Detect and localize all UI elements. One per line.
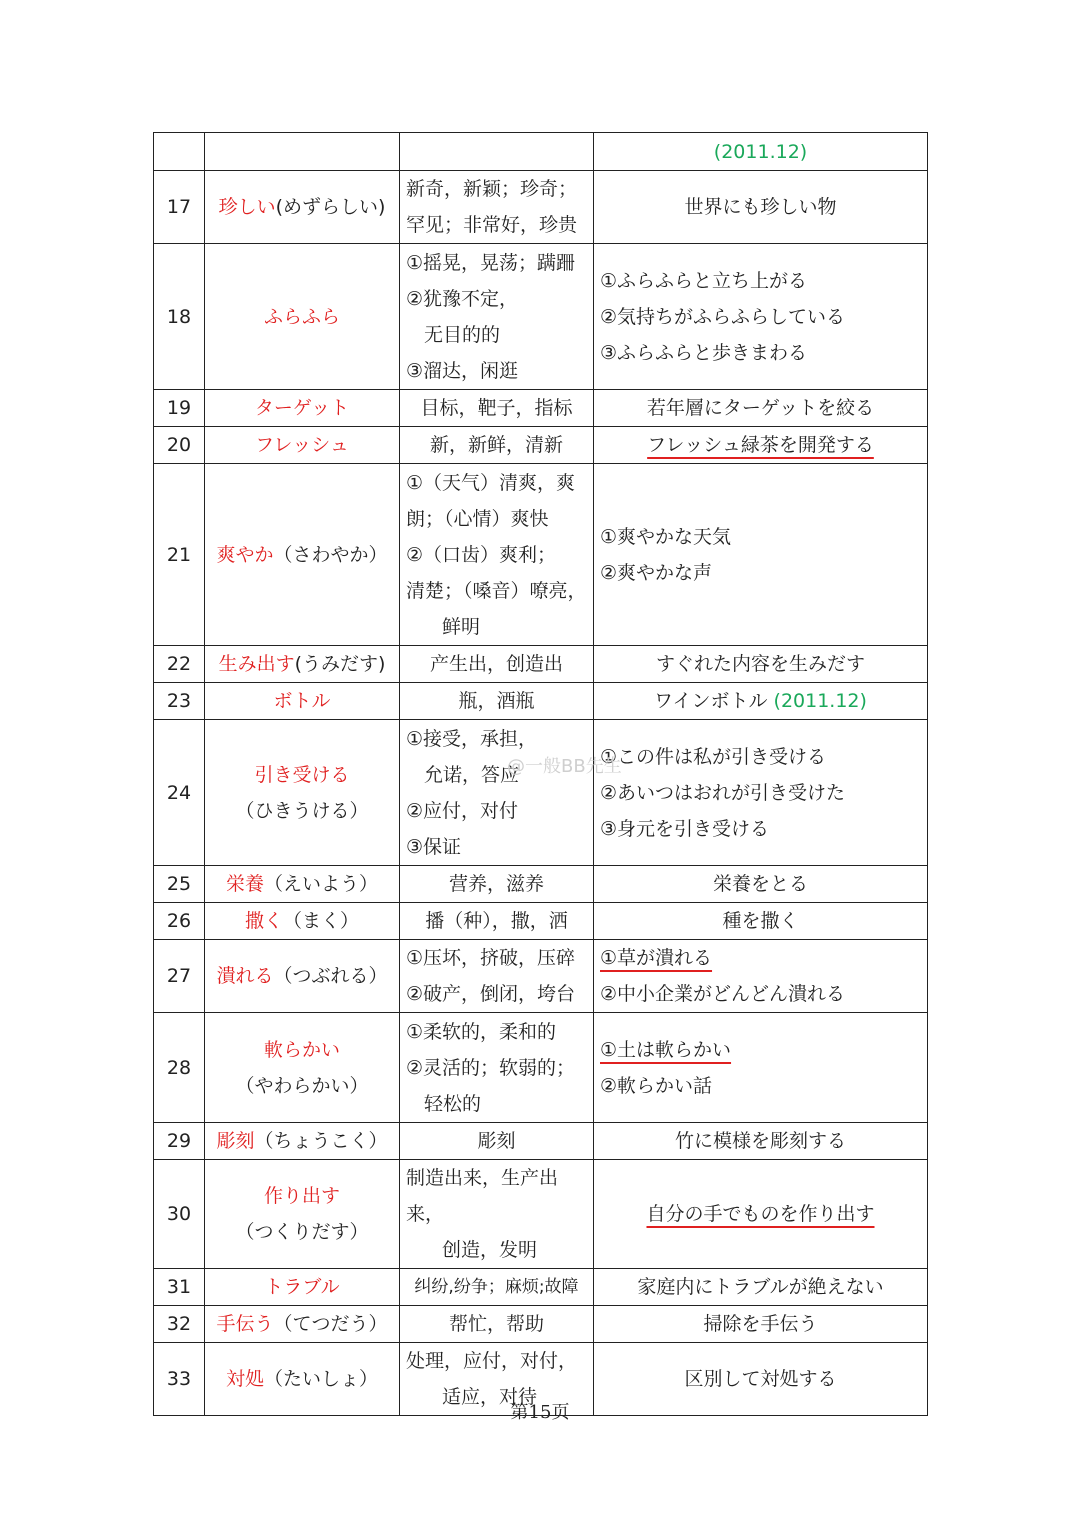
row-number: 24 (154, 720, 205, 866)
example-cell: 世界にも珍しい物 (594, 171, 928, 244)
headword-cell (205, 646, 400, 683)
table-row (154, 1160, 928, 1269)
underlined-example: フレッシュ緑茶を開発する (647, 434, 874, 456)
page-number: 第15页 (510, 1402, 570, 1423)
table-row (154, 1269, 928, 1306)
example-cell: 掃除を手伝う (594, 1306, 928, 1343)
table-row (154, 1013, 928, 1123)
headword-cell (205, 1123, 400, 1160)
headword: ターゲット (254, 397, 350, 419)
row-number: 19 (154, 390, 205, 427)
headword: トラブル (264, 1276, 340, 1298)
row-number: 20 (154, 427, 205, 464)
headword-cell (205, 390, 400, 427)
example-cell: ①草が潰れる ②中小企業がどんどん潰れる (594, 940, 928, 1013)
reading: （たいしょ） (264, 1368, 379, 1390)
headword: 珍しい (218, 196, 276, 218)
meaning-cell: 制造出来，生产出来， 创造，发明 (400, 1160, 594, 1269)
headword: 彫刻 (216, 1130, 255, 1152)
meaning-cell: ①（天气）清爽，爽 朗；（心情）爽快 ②（口齿）爽利； 清楚；（嗓音）嘹亮， 鲜明 (400, 464, 594, 646)
headword-cell (205, 1160, 400, 1269)
headword: 引き受ける (254, 763, 350, 786)
meaning-cell: 产生出，创造出 (400, 646, 594, 683)
reading: （つぶれる） (273, 965, 388, 987)
meaning-cell: 纠纷,纷争；麻烦;故障 (400, 1269, 594, 1306)
meaning-cell: 新奇，新颖；珍奇； 罕见；非常好，珍贵 (400, 171, 594, 244)
table-row (154, 866, 928, 903)
headword-cell (205, 866, 400, 903)
headword-cell (205, 171, 400, 244)
headword-cell (205, 683, 400, 720)
watermark: @一般BB先生 (507, 756, 622, 777)
row-number: 17 (154, 171, 205, 244)
table-row (154, 171, 928, 244)
reading: (めずらしい) (275, 196, 386, 218)
example-date-note: (2011.12) (713, 140, 808, 163)
example-cell: ①爽やかな天気 ②爽やかな声 (594, 464, 928, 646)
reading: （やわらかい） (235, 1074, 369, 1097)
headword-cell (205, 940, 400, 1013)
headword-cell (205, 1013, 400, 1123)
row-number: 18 (154, 244, 205, 390)
headword-cell (205, 720, 400, 866)
table-row (154, 390, 928, 427)
example-cell (594, 427, 928, 464)
example-cell: ワインボトル (2011.12) (594, 683, 928, 720)
headword: 撒く (244, 910, 283, 932)
example-cell (594, 1160, 928, 1269)
table-row (154, 1306, 928, 1343)
row-number: 33 (154, 1343, 205, 1416)
row-number: 31 (154, 1269, 205, 1306)
headword-cell (205, 427, 400, 464)
headword: 手伝う (216, 1313, 274, 1335)
reading: （ひきうける） (235, 799, 369, 822)
example-cell: 竹に模様を彫刻する (594, 1123, 928, 1160)
row-number: 22 (154, 646, 205, 683)
headword-cell (205, 244, 400, 390)
headword: 作り出す (263, 1185, 340, 1207)
headword-cell (205, 1306, 400, 1343)
example-date-note: (2011.12) (773, 690, 867, 712)
reading: (うみだす) (294, 653, 386, 675)
headword: 軟らかい (263, 1038, 340, 1061)
table-row (154, 427, 928, 464)
underlined-example: ①草が潰れる (600, 947, 713, 969)
meaning-cell: ①柔软的，柔和的 ②灵活的；软弱的； 轻松的 (400, 1013, 594, 1123)
table-row (154, 244, 928, 390)
meaning-cell: ①接受，承担， 允诺，答应 ②应付，对付 ③保证 (400, 720, 594, 866)
reading: （つくりだす） (235, 1221, 369, 1243)
example-cell: 若年層にターゲットを絞る (594, 390, 928, 427)
meaning-cell: 营养，滋养 (400, 866, 594, 903)
headword: フレッシュ (255, 434, 349, 456)
row-number: 25 (154, 866, 205, 903)
headword: ボトル (273, 690, 331, 712)
meaning-cell: 彫刻 (400, 1123, 594, 1160)
headword: 爽やか (216, 543, 274, 566)
reading: （ちょうこく） (254, 1130, 388, 1152)
underlined-example: ①土は軟らかい (600, 1038, 732, 1061)
table-row (154, 464, 928, 646)
table-row (154, 940, 928, 1013)
reading: （さわやか） (273, 543, 388, 566)
example-cell: 種を撒く (594, 903, 928, 940)
table-row (154, 683, 928, 720)
headword: 対処 (225, 1368, 264, 1390)
headword-cell (205, 1269, 400, 1306)
example-cell: 栄養をとる (594, 866, 928, 903)
headword-cell (205, 464, 400, 646)
row-number: 32 (154, 1306, 205, 1343)
example-cell: 区別して対処する (594, 1343, 928, 1416)
row-number: 29 (154, 1123, 205, 1160)
reading: （てつだう） (273, 1313, 388, 1335)
underlined-example: 自分の手でものを作り出す (646, 1203, 875, 1225)
meaning-cell: 新，新鲜，清新 (400, 427, 594, 464)
meaning-cell: 帮忙，帮助 (400, 1306, 594, 1343)
row-number: 26 (154, 903, 205, 940)
meaning-cell: 播（种），撒，洒 (400, 903, 594, 940)
row-number: 23 (154, 683, 205, 720)
reading: （えいよう） (264, 873, 379, 895)
row-number: 28 (154, 1013, 205, 1123)
table-row (154, 720, 928, 866)
row-number: 21 (154, 464, 205, 646)
meaning-cell: 处理，应付，对付， 适应，对待 (400, 1343, 594, 1416)
headword: 生み出す (218, 653, 295, 675)
meaning-cell: ①压坏，挤破，压碎 ②破产，倒闭，垮台 (400, 940, 594, 1013)
example-cell: ①この件は私が引き受ける ②あいつはおれが引き受けた ③身元を引き受ける (594, 720, 928, 866)
headword: 栄養 (225, 873, 264, 895)
reading: （まく） (283, 910, 360, 932)
table-row (154, 646, 928, 683)
row-number: 27 (154, 940, 205, 1013)
example-cell: ①ふらふらと立ち上がる ②気持ちがふらふらしている ③ふらふらと歩きまわる (594, 244, 928, 390)
table-row (154, 1123, 928, 1160)
example-cell: すぐれた内容を生みだす (594, 646, 928, 683)
headword: 潰れる (216, 965, 274, 987)
example-cell: ①土は軟らかい ②軟らかい話 (594, 1013, 928, 1123)
meaning-cell: 目标，靶子，指标 (400, 390, 594, 427)
meaning-cell: 瓶，酒瓶 (400, 683, 594, 720)
row-number: 30 (154, 1160, 205, 1269)
headword: ふらふら (263, 305, 340, 328)
table-row (154, 903, 928, 940)
meaning-cell: ①摇晃，晃荡；蹒跚 ②犹豫不定， 无目的的 ③溜达，闲逛 (400, 244, 594, 390)
headword-cell (205, 903, 400, 940)
example-cell: 家庭内にトラブルが絶えない (594, 1269, 928, 1306)
table-row (154, 133, 928, 171)
